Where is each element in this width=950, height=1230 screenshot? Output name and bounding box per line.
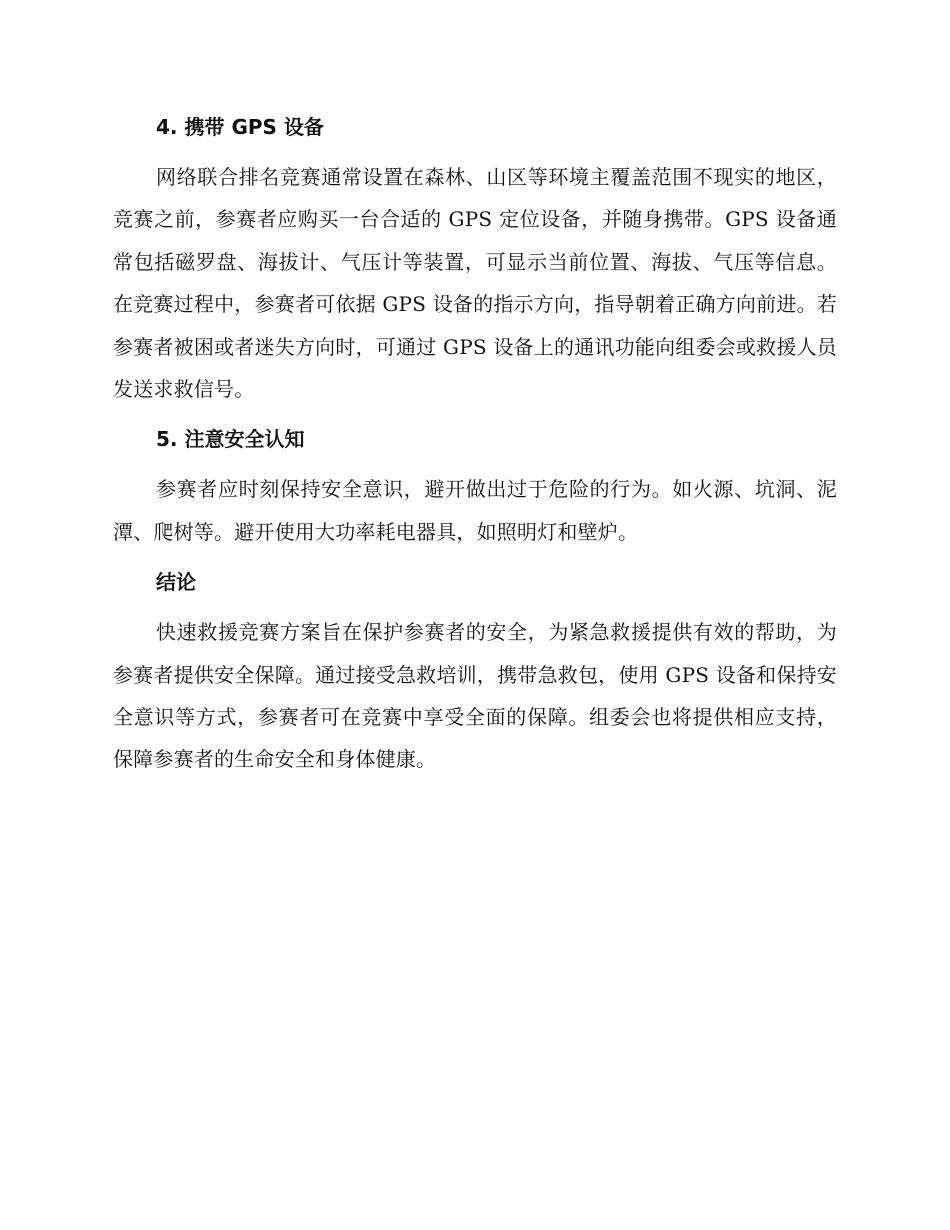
section-heading-safety: 5. 注意安全认知 <box>156 427 305 452</box>
section-heading-conclusion: 结论 <box>156 570 196 595</box>
section-paragraph-safety: 参赛者应时刻保持安全意识，避开做出过于危险的行为。如火源、坑洞、泥潭、爬树等。避开使用大功率耗电器具，如照明灯和壁炉。 <box>113 477 837 544</box>
section-heading-gps: 4. 携带 GPS 设备 <box>156 115 324 139</box>
section-paragraph-gps: 网络联合排名竞赛通常设置在森林、山区等环境主覆盖范围不现实的地区，竞赛之前，参赛者应购买一台合适的 GPS 定位设备，并随身携带。GPS 设备通常包括磁罗盘、海拔计、气压计等装置，可显示当前位置、海拔、气压等信息。在竞赛过程中，参赛者可依据 GPS 设备的指示方向，指导朝着正确方向前进。若参赛者被困或者迷失方向时，可通过 GPS 设备上的通讯功能向组委会或救援人员发送求救信号。 <box>113 165 837 402</box>
section-paragraph-conclusion: 快速救援竞赛方案旨在保护参赛者的安全，为紧急救援提供有效的帮助，为参赛者提供安全保障。通过接受急救培训，携带急救包，使用 GPS 设备和保持安全意识等方式，参赛者可在竞赛中享受全面的保障。组委会也将提供相应支持，保障参赛者的生命安全和身体健康。 <box>113 620 837 772</box>
document-body <box>113 110 837 793</box>
